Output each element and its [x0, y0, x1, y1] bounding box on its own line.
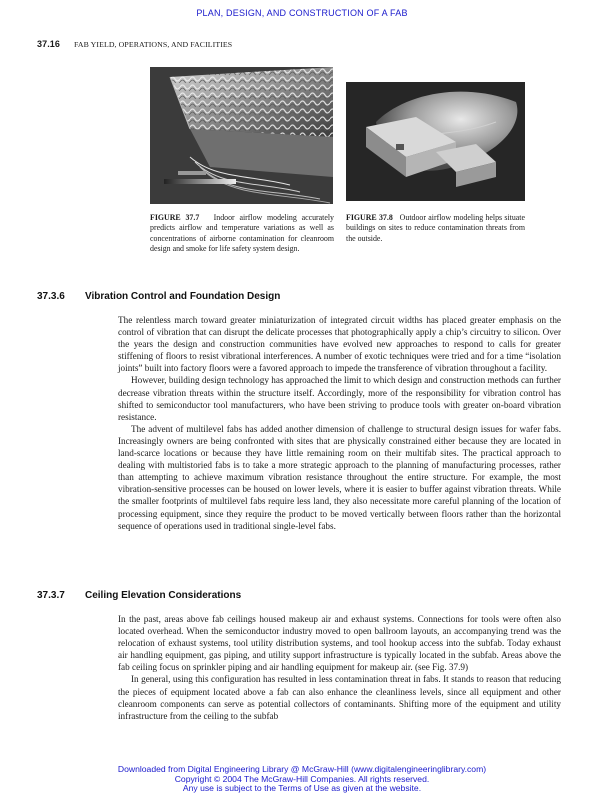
figure-37-7-text: Indoor airflow modeling accurately predicts airflow and temperature variations as well as concentrations of airborne contamination for cleanroom design and smoke for life safety system design. — [150, 213, 334, 254]
figure-37-8-text: Outdoor airflow modeling helps situate buildings on sites to reduce contamination threats from the outside. — [346, 213, 525, 243]
section-body-ceiling — [118, 613, 561, 722]
footer-copyright: Copyright © 2004 The McGraw-Hill Companies. All rights reserved. — [174, 773, 430, 784]
section-title: Ceiling Elevation Considerations — [85, 590, 242, 601]
footer-download-link[interactable]: Downloaded from Digital Engineering Library @ McGraw-Hill (www.digitalengineeringlibrary.com) — [117, 764, 487, 774]
paragraph: The relentless march toward greater miniaturization of integrated circuit widths has placed greater emphasis on the control of vibration that can disrupt the delicate processes that photographically apply a chip’s circuitry to silicon. Over the years the design and construction communities have evolved new approaches to respond to calls for greater stiffening of floors to resist vibrational interferences. A number of exotic techniques were tried and for a time “isolation joints” built into factory floors were a favored approach to impede the transference of vibration throughout a facility. — [118, 315, 561, 374]
section-heading-vibration — [37, 291, 280, 302]
paragraph: However, building design technology has approached the limit to which design and construction methods can further decrease vibration threats within the structure itself. Accordingly, more of the responsibility for vibration control has shifted to semiconductor tool manufacturers, who have been striving to produce tools with greater on-board vibration resistance. — [118, 375, 561, 422]
figure-37-7-image — [150, 67, 333, 204]
section-number: 37.3.7 — [37, 590, 65, 601]
section-heading-ceiling — [37, 590, 241, 601]
figure-37-7-caption — [150, 213, 334, 255]
page-number: 37.16 — [37, 39, 61, 49]
banner-title: PLAN, DESIGN, AND CONSTRUCTION OF A FAB — [196, 8, 408, 18]
paragraph: In the past, areas above fab ceilings housed makeup air and exhaust systems. Connections for tools were often also located overhead. When the semiconductor industry moved to open ballroom layouts, an accompanying trend was the relocation of exhaust systems, tool utility distribution systems, and tool hookup access into the subfab. Today exhaust air handling equipment, gas piping, and utility support infrastructure is typically located in the subfab. Areas above the fab ceiling focus on sprinkler piping and air handling equipment for makeup air. (see Fig. 37.9) — [118, 614, 561, 673]
figure-37-8-label: FIGURE 37.8 — [346, 213, 393, 222]
section-title: Vibration Control and Foundation Design — [85, 291, 281, 302]
section-number: 37.3.6 — [37, 291, 65, 302]
paragraph: In general, using this configuration has resulted in less contamination threat in fabs. It stands to reason that reducing the pieces of equipment located above a fab can also enhance the cleanliness levels, since all equipment and other cleanroom components can serve as potential collectors of contaminants. Shifting more of the equipment and utility infrastructure from the ceiling to the subfab — [118, 674, 561, 721]
running-header — [37, 39, 232, 49]
indoor-airflow-render — [150, 67, 333, 204]
section-body-vibration — [118, 314, 561, 532]
outdoor-airflow-render — [346, 82, 525, 201]
footer-terms[interactable]: Any use is subject to the Terms of Use as given at the website. — [182, 783, 422, 794]
footer — [0, 765, 604, 794]
paragraph: The advent of multilevel fabs has added another dimension of challenge to structural design issues for wafer fabs. Increasingly owners are being confronted with sites that are physically constrained either because they are located in land-scarce locations or because they have little remaining room on their multifab sites. The practical approach to dealing with multistoried fabs is to take a more strategic approach to the planning of manufacturing processes, rather than attempting to achieve maximum vibration resistance throughout the entire structure. For example, the most vibration-sensitive processes can be housed on lower levels, where it is easier to buffer against vibration threats. While the smaller footprints of multilevel fabs require less land, they also necessitate more careful planning of the location of processing equipment, since they require the product to be moved vertically between floors rather than the horizontal sequence of operations used in traditional single-level fabs. — [118, 423, 561, 531]
running-title: FAB YIELD, OPERATIONS, AND FACILITIES — [74, 40, 233, 49]
figure-37-8-caption — [346, 213, 525, 244]
figure-37-7-label: FIGURE 37.7 — [150, 213, 200, 222]
figure-37-8-image — [346, 82, 525, 201]
